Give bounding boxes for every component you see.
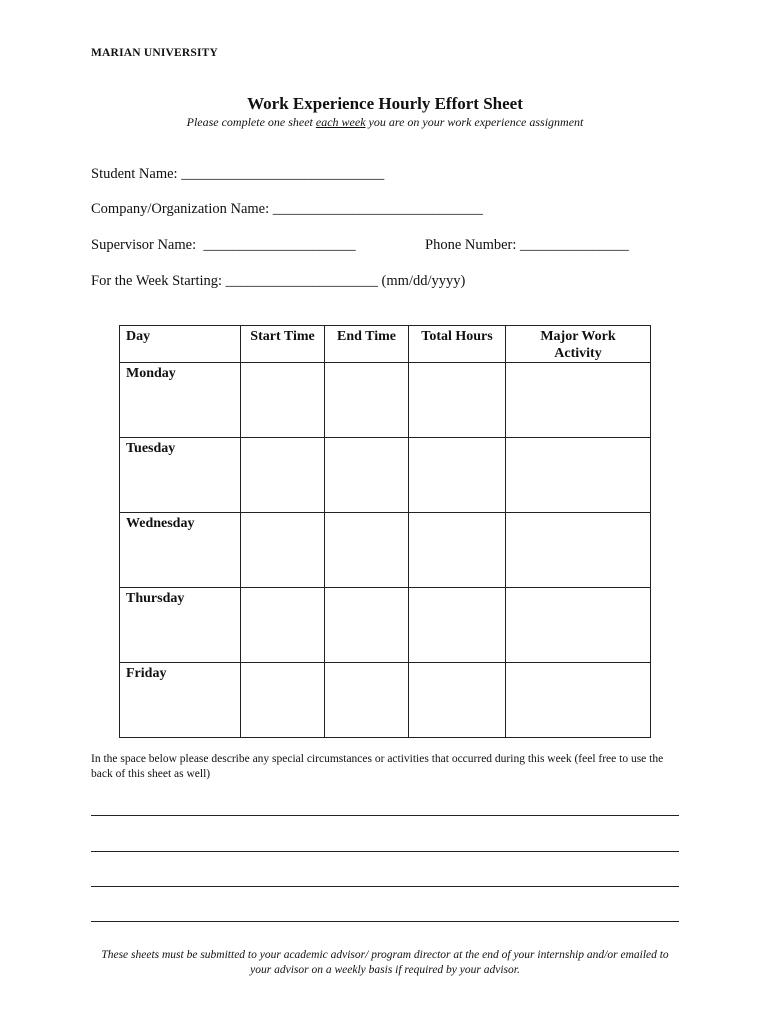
major-work-activity-cell[interactable]	[506, 363, 651, 438]
table-row	[120, 438, 651, 513]
table-row	[120, 513, 651, 588]
subtitle-text-end: you are on your work experience assignment	[365, 115, 584, 129]
major-work-activity-cell[interactable]	[506, 663, 651, 738]
end-time-cell[interactable]	[325, 663, 409, 738]
start-time-cell[interactable]	[241, 438, 325, 513]
column-header-major-work-activity: Major Work Activity	[506, 326, 651, 363]
writing-line[interactable]	[91, 851, 679, 852]
end-time-cell[interactable]	[325, 588, 409, 663]
day-cell: Thursday	[120, 588, 241, 663]
major-work-activity-cell[interactable]	[506, 438, 651, 513]
phone-number-field[interactable]: Phone Number: _______________	[425, 237, 629, 253]
document-title: Work Experience Hourly Effort Sheet	[247, 94, 523, 113]
end-time-cell[interactable]	[325, 438, 409, 513]
column-header-start-time: Start Time	[241, 326, 325, 363]
hours-table	[119, 325, 651, 738]
total-hours-cell[interactable]	[409, 438, 506, 513]
table-row	[120, 363, 651, 438]
student-name-field[interactable]: Student Name: ____________________________	[91, 166, 385, 182]
total-hours-cell[interactable]	[409, 588, 506, 663]
start-time-cell[interactable]	[241, 363, 325, 438]
start-time-cell[interactable]	[241, 513, 325, 588]
day-cell: Wednesday	[120, 513, 241, 588]
document-subtitle	[0, 115, 770, 130]
subtitle-text-start: Please complete one sheet	[186, 115, 316, 129]
total-hours-cell[interactable]	[409, 363, 506, 438]
writing-line[interactable]	[91, 921, 679, 922]
start-time-cell[interactable]	[241, 663, 325, 738]
total-hours-cell[interactable]	[409, 513, 506, 588]
end-time-cell[interactable]	[325, 363, 409, 438]
column-header-total-hours: Total Hours	[409, 326, 506, 363]
table-row	[120, 663, 651, 738]
supervisor-name-field[interactable]: Supervisor Name: _____________________	[91, 237, 356, 253]
writing-line[interactable]	[91, 815, 679, 816]
university-name: MARIAN UNIVERSITY	[91, 47, 219, 59]
table-row	[120, 588, 651, 663]
total-hours-cell[interactable]	[409, 663, 506, 738]
end-time-cell[interactable]	[325, 513, 409, 588]
table-header-row	[120, 326, 651, 363]
major-work-activity-cell[interactable]	[506, 513, 651, 588]
writing-line[interactable]	[91, 886, 679, 887]
day-cell: Friday	[120, 663, 241, 738]
week-starting-field[interactable]: For the Week Starting: _____________________ (mm/dd/yyyy)	[91, 273, 466, 289]
day-cell: Tuesday	[120, 438, 241, 513]
company-name-field[interactable]: Company/Organization Name: _____________________________	[91, 201, 483, 217]
start-time-cell[interactable]	[241, 588, 325, 663]
submission-footer: These sheets must be submitted to your academic advisor/ program director at the end of your internship and/or emailed to your advisor on a weekly basis if required by your advisor.	[101, 949, 669, 976]
subtitle-emphasis: each week	[315, 115, 366, 129]
column-header-end-time: End Time	[325, 326, 409, 363]
special-circumstances-instructions: In the space below please describe any special circumstances or activities that occurred during this week (feel free to use the back of this sheet as well)	[91, 753, 664, 780]
day-cell: Monday	[120, 363, 241, 438]
major-work-activity-cell[interactable]	[506, 588, 651, 663]
column-header-day: Day	[120, 326, 241, 363]
